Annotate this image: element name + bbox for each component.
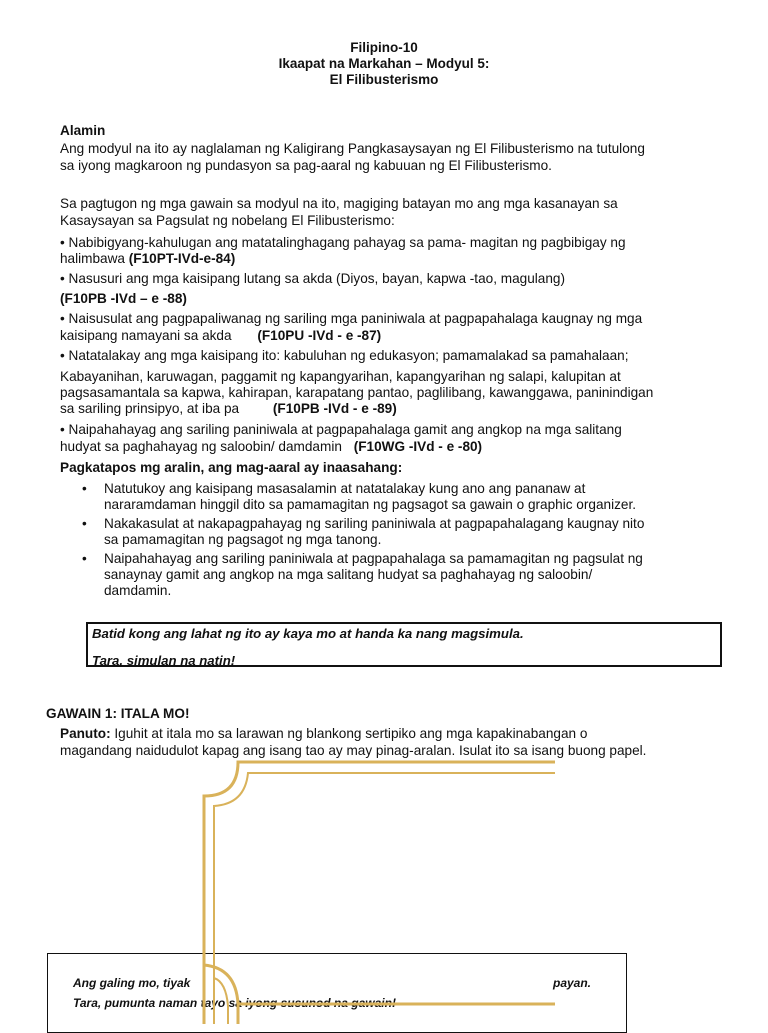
- bullet-icon: •: [82, 481, 87, 496]
- closing-line-2: Tara, pumunta naman tayo sa iyong susunod na gawain!: [73, 996, 396, 1010]
- motivation-line-1: Batid kong ang lahat ng ito ay kaya mo at handa ka nang magsimula.: [92, 626, 524, 641]
- blank-certificate-frame: [200, 760, 560, 1024]
- module-title: El Filibusterismo: [329, 72, 439, 87]
- competency-1-code: (F10PT-IVd-e-84): [128, 251, 236, 266]
- competency-4-text: sa sariling prinsipyo, at iba pa: [60, 401, 240, 416]
- competency-3-code: (F10PU -IVd - e -87): [257, 328, 382, 343]
- competency-4-line-3: pagsasamantala sa kapwa, kahirapan, karapatang pantao, paglilibang, kawanggawa, paninindigan: [60, 385, 654, 400]
- expectation-3-line-2: sanaynay gamit ang angkop na mga salitang hudyat sa paghahayag ng saloobin/: [104, 567, 593, 582]
- alamin-intro-line-1: Ang modyul na ito ay naglalaman ng Kaligirang Pangkasaysayan ng El Filibusterismo na tutulong: [60, 141, 645, 156]
- competency-5-code: (F10WG -IVd - e -80): [353, 439, 483, 454]
- competency-3-text: kaisipang namayani sa akda: [60, 328, 232, 343]
- expectation-1-line-2: nararamdaman hinggil dito sa pamamagitan ng pagsagot sa gawain o graphic organizer.: [104, 497, 637, 512]
- bullet-icon: •: [82, 551, 87, 566]
- competency-5-line-2: [60, 439, 482, 455]
- panuto-text: Iguhit at itala mo sa larawan ng blankong sertipiko ang mga kapakinabangan o: [110, 726, 588, 741]
- alamin-heading: Alamin: [60, 123, 106, 138]
- gawain-1-title: GAWAIN 1: ITALA MO!: [46, 706, 190, 721]
- competency-5-line-1: • Naipahahayag ang sariling paniniwala at pagpapahalaga gamit ang angkop na mga salitang: [60, 422, 622, 437]
- competency-2-line-1: • Nasusuri ang mga kaisipang lutang sa akda (Diyos, bayan, kapwa -tao, magulang): [60, 271, 565, 286]
- competency-4-line-4: [60, 401, 397, 417]
- competency-3-line-1: • Naisusulat ang pagpapaliwanag ng sariling mga paniniwala at pagpapahalaga kaugnay ng mga: [60, 311, 643, 326]
- panuto-line-2: magandang naidudulot kapag ang isang tao ay may pinag-aralan. Isulat ito sa isang buong papel.: [60, 743, 647, 758]
- motivation-box: [86, 622, 722, 667]
- alamin-para2-line-2: Kasaysayan sa Pagsulat ng nobelang El Filibusterismo:: [60, 213, 395, 228]
- bullet-icon: •: [82, 516, 87, 531]
- motivation-line-2: Tara, simulan na natin!: [92, 653, 236, 668]
- competency-5-text: hudyat sa paghahayag ng saloobin/ damdamin: [60, 439, 342, 454]
- competency-4-line-1: • Natatalakay ang mga kaisipang ito: kabuluhan ng edukasyon; pamamalakad sa pamahalaan;: [60, 348, 629, 363]
- expectation-2-line-2: sa pamamagitan ng pagsagot ng mga tanong.: [104, 532, 382, 547]
- alamin-para2-line-1: Sa pagtugon ng mga gawain sa modyul na ito, magiging batayan mo ang mga kasanayan sa: [60, 196, 618, 211]
- competency-1-line-2: [60, 251, 235, 267]
- competency-1-line-1: • Nabibigyang-kahulugan ang matatalinghagang pahayag sa pama- magitan ng pagbibigay ng: [60, 235, 626, 250]
- competency-4-line-2: Kabayanihan, karuwagan, paggamit ng kapangyarihan, kapangyarihan ng salapi, kalupitan at: [60, 369, 621, 384]
- module-quarter: Ikaapat na Markahan – Modyul 5:: [278, 56, 490, 71]
- panuto-line-1: [60, 726, 718, 742]
- expectation-3-line-1: Naipahahayag ang sariling paniniwala at pagpapahalaga sa pamamagitan ng pagsulat ng: [104, 551, 643, 566]
- alamin-intro-line-2: sa iyong magkaroon ng pundasyon sa pag-aaral ng kabuuan ng El Filibusterismo.: [60, 158, 552, 173]
- expectation-3-line-3: damdamin.: [104, 583, 172, 598]
- panuto-label: Panuto:: [60, 726, 111, 741]
- expectation-2-line-1: Nakakasulat at nakapagpahayag ng sariling paniniwala at pagpapahalagang kaugnay nito: [104, 516, 645, 531]
- expectations-heading: Pagkatapos mg aralin, ang mag-aaral ay inaasahang:: [60, 460, 403, 475]
- competency-3-line-2: [60, 328, 381, 344]
- competency-4-code: (F10PB -IVd - e -89): [272, 401, 397, 416]
- closing-line-1-end: payan.: [553, 976, 592, 990]
- module-subject: Filipino-10: [350, 40, 418, 55]
- expectation-1-line-1: Natutukoy ang kaisipang masasalamin at natatalakay kung ano ang pananaw at: [104, 481, 586, 496]
- closing-line-1-start: Ang galing mo, tiyak: [73, 976, 191, 990]
- competency-1-text: halimbawa: [60, 251, 125, 266]
- competency-2-code: (F10PB -IVd – e -88): [60, 291, 187, 306]
